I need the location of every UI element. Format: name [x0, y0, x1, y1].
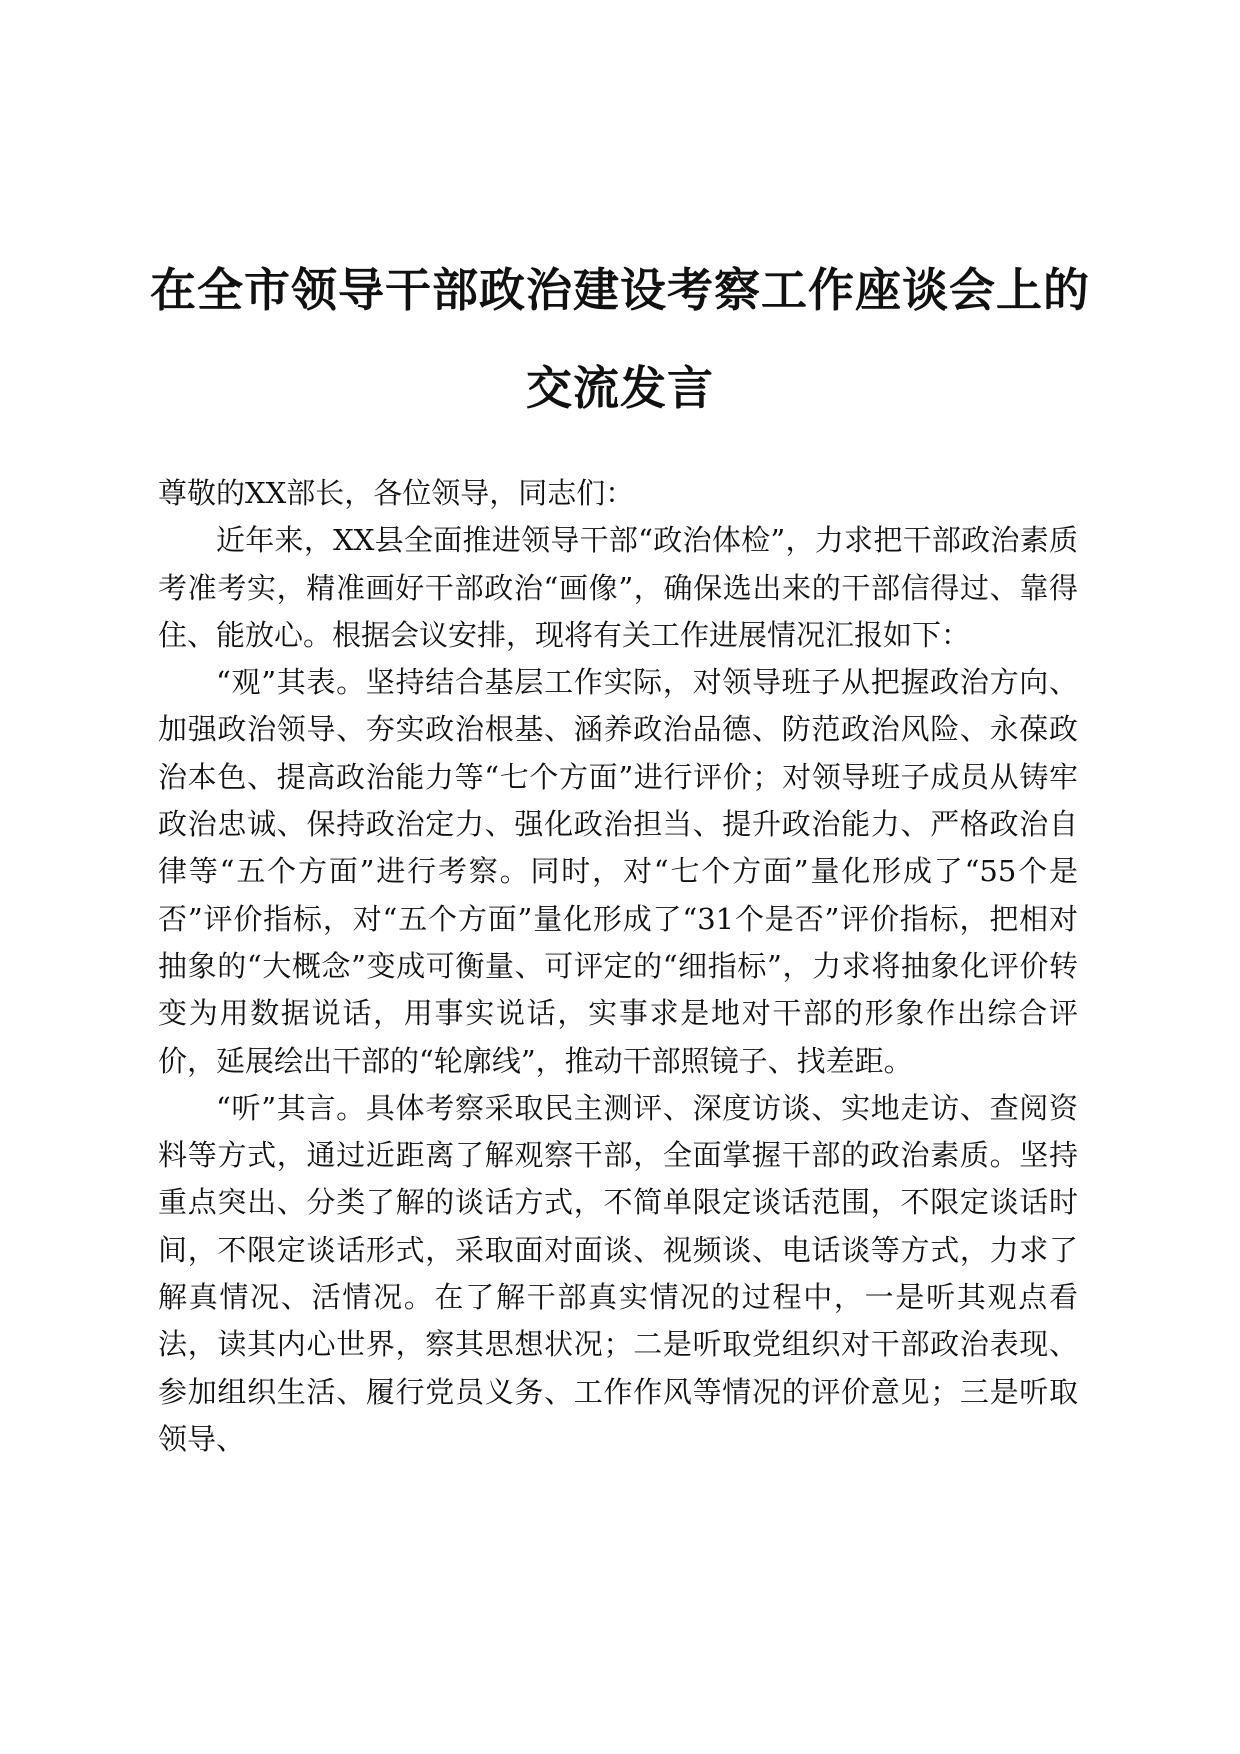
salutation: 尊敬的XX部长，各位领导，同志们： [158, 476, 635, 510]
paragraph-observe: “观”其表。坚持结合基层工作实际，对领导班子从把握政治方向、加强政治领导、夯实政治根基、涵养政治品德、防范政治风险、永葆政治本色、提高政治能力等“七个方面”进行评价；对领导班子成员从铸牢政治忠诚、保持政治定力、强化政治担当、提升政治能力、严格政治自律等“五个方面”进行考察。同时，对“七个方面”量化形成了“55个是否”评价指标，对“五个方面”量化形成了“31个是否”评价指标，把相对抽象的“大概念”变成可衡量、可评定的“细指标”，力求将抽象化评价转变为用数据说话，用事实说话，实事求是地对干部的形象作出综合评价，延展绘出干部的“轮廓线”，推动干部照镜子、找差距。 [158, 665, 1078, 1078]
document-title-line-1: 在全市领导干部政治建设考察工作座谈会上的 [150, 263, 1090, 317]
document-body [158, 470, 1078, 1463]
paragraph-intro: 近年来，XX县全面推进领导干部“政治体检”，力求把干部政治素质考准考实，精准画好干部政治“画像”，确保选出来的干部信得过、靠得住、能放心。根据会议安排，现将有关工作进展情况汇报如下： [158, 523, 1078, 652]
paragraph-listen: “听”其言。具体考察采取民主测评、深度访谈、实地走访、查阅资料等方式，通过近距离了解观察干部，全面掌握干部的政治素质。坚持重点突出、分类了解的谈话方式，不简单限定谈话范围，不限定谈话时间，不限定谈话形式，采取面对面谈、视频谈、电话谈等方式，力求了解真情况、活情况。在了解干部真实情况的过程中，一是听其观点看法，读其内心世界，察其思想状况；二是听取党组织对干部政治表现、参加组织生活、履行党员义务、工作作风等情况的评价意见；三是听取领导、 [158, 1090, 1078, 1456]
document-title-line-2: 交流发言 [526, 361, 714, 415]
